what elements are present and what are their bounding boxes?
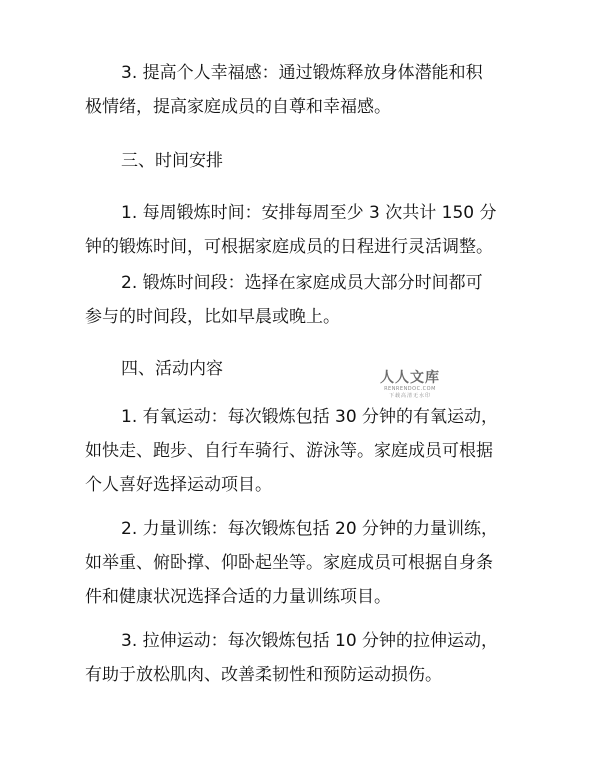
paragraph-time-slot bbox=[85, 266, 525, 334]
paragraph-stretching bbox=[85, 624, 525, 692]
paragraph-line: 3. 提高个人幸福感：通过锻炼释放身体潜能和积 bbox=[121, 63, 483, 83]
paragraph-happiness bbox=[85, 56, 525, 124]
watermark-title: 人人文库 bbox=[380, 370, 440, 386]
paragraph-line: 1. 每周锻炼时间：安排每周至少 3 次共计 150 分 bbox=[121, 203, 497, 223]
section-heading-schedule: 三、时间安排 bbox=[121, 151, 223, 171]
paragraph-line: 2. 力量训练：每次锻炼包括 20 分钟的力量训练， bbox=[121, 519, 499, 539]
paragraph-line: 极情绪，提高家庭成员的自尊和幸福感。 bbox=[85, 97, 391, 117]
paragraph-line: 1. 有氧运动：每次锻炼包括 30 分钟的有氧运动， bbox=[121, 407, 499, 427]
paragraph-strength bbox=[85, 512, 525, 614]
paragraph-line: 3. 拉伸运动：每次锻炼包括 10 分钟的拉伸运动， bbox=[121, 631, 499, 651]
section-heading-activities: 四、活动内容 bbox=[121, 359, 223, 379]
watermark-logo bbox=[372, 370, 448, 399]
paragraph-aerobic bbox=[85, 400, 525, 502]
paragraph-line: 件和健康状况选择合适的力量训练项目。 bbox=[85, 587, 391, 607]
watermark-url: RENRENDOC.COM bbox=[384, 386, 436, 392]
paragraph-line: 钟的锻炼时间，可根据家庭成员的日程进行灵活调整。 bbox=[85, 237, 493, 257]
paragraph-line: 个人喜好选择运动项目。 bbox=[85, 475, 272, 495]
paragraph-line: 如快走、跑步、自行车骑行、游泳等。家庭成员可根据 bbox=[85, 441, 493, 461]
paragraph-line: 2. 锻炼时间段：选择在家庭成员大部分时间都可 bbox=[121, 273, 483, 293]
paragraph-weekly-time bbox=[85, 196, 525, 264]
paragraph-line: 如举重、俯卧撑、仰卧起坐等。家庭成员可根据自身条 bbox=[85, 553, 493, 573]
paragraph-line: 参与的时间段，比如早晨或晚上。 bbox=[85, 307, 340, 327]
paragraph-line: 有助于放松肌肉、改善柔韧性和预防运动损伤。 bbox=[85, 665, 442, 685]
watermark-subtitle: 下载高清无水印 bbox=[388, 393, 431, 399]
